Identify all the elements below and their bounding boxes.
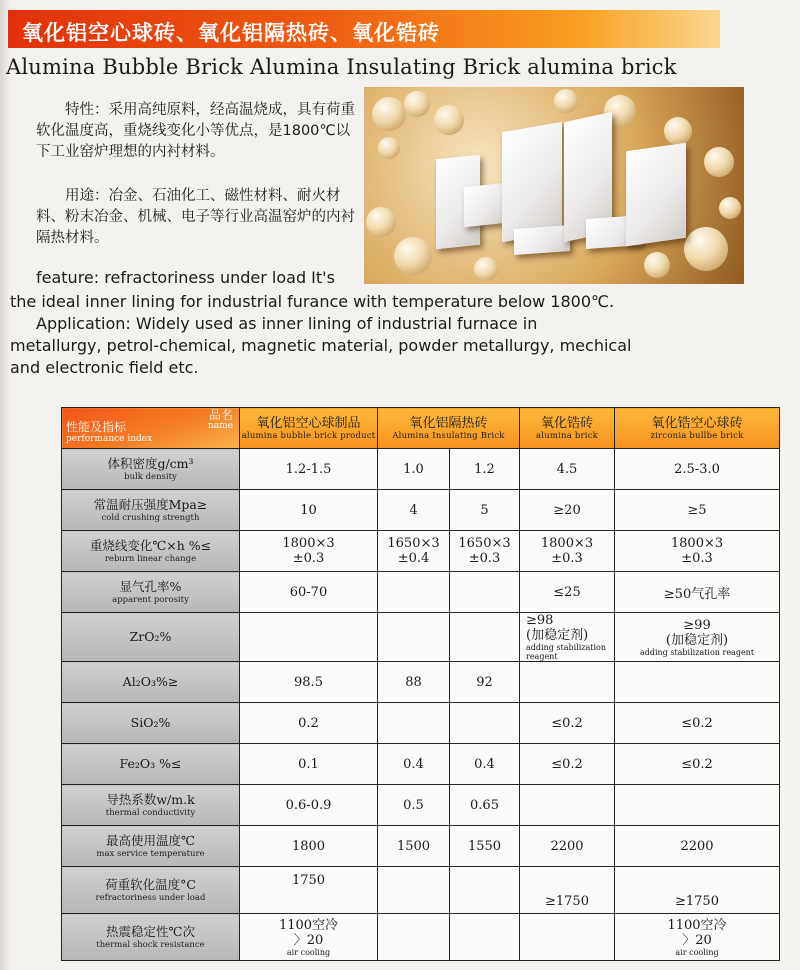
- cell: 1800×3 ±0.3: [240, 531, 378, 572]
- header-col-1: 氧化铝空心球制品 alumina bubble brick product: [240, 408, 378, 449]
- cell: ≥1750: [615, 867, 780, 914]
- row-label: 常温耐压强度Mpa≥: [93, 496, 208, 512]
- row-label: 体积密度g/cm³: [107, 455, 194, 471]
- cell: [520, 914, 615, 961]
- cell: 0.4: [378, 744, 450, 785]
- cell: 1500: [378, 826, 450, 867]
- en-line-1: feature: refractoriness under load It's: [36, 268, 335, 287]
- row-label: Al₂O₃%≥: [122, 674, 179, 689]
- cell: [450, 703, 520, 744]
- cell: [615, 785, 780, 826]
- cell: 4: [378, 490, 450, 531]
- table-row: 荷重软化温度°C refractoriness under load 1750 ≥1750 ≥1750: [62, 867, 780, 914]
- cell: ≤0.2: [520, 703, 615, 744]
- cell: 5: [450, 490, 520, 531]
- cell: 2.5-3.0: [615, 449, 780, 490]
- cell: 0.5: [378, 785, 450, 826]
- table-row: 重烧线变化℃×h %≤ reburn linear change 1800×3 ±0.3 1650×3 ±0.4 1650×3 ±0.3 1800×3 ±0.3 1800×3 ±0.3: [62, 531, 780, 572]
- cell: 2200: [520, 826, 615, 867]
- cell: 1.2-1.5: [240, 449, 378, 490]
- cell: 1650×3 ±0.4: [378, 531, 450, 572]
- cell: 0.1: [240, 744, 378, 785]
- photo-caption: [364, 87, 365, 88]
- table-header-row: [62, 408, 780, 449]
- cell: ≤25: [520, 572, 615, 613]
- cell: ≥5: [615, 490, 780, 531]
- cell: 92: [450, 662, 520, 703]
- cell: ≥99 (加稳定剂) adding stabilization reagent: [615, 613, 780, 662]
- product-photo: [364, 87, 744, 284]
- cell: 0.4: [450, 744, 520, 785]
- row-label: SiO₂%: [130, 715, 171, 730]
- en-line-5: and electronic field etc.: [10, 358, 199, 377]
- cell: 1750: [240, 867, 378, 914]
- cell: 0.2: [240, 703, 378, 744]
- cell: 1100空冷 〉20 air cooling: [240, 914, 378, 961]
- table-row: 常温耐压强度Mpa≥ cold crushing strength 10 4 5 ≥20 ≥5: [62, 490, 780, 531]
- header-col-4: 氧化锆空心球砖 zirconia bullbe brick: [615, 408, 780, 449]
- cn-feature-paragraph: 特性：采用高纯原料，经高温烧成，具有荷重软化温度高，重烧线变化小等优点，是1800℃以下工业窑炉理想的内衬材料。: [36, 102, 355, 160]
- page-spine-shadow: [0, 0, 10, 970]
- cell: 1550: [450, 826, 520, 867]
- cell: 2200: [615, 826, 780, 867]
- row-label: ZrO₂%: [129, 629, 172, 644]
- corner-index: 性能及指标 performance index: [66, 420, 153, 444]
- table-row: 导热系数w/m.k thermal conductivity 0.6-0.9 0.5 0.65: [62, 785, 780, 826]
- title-banner: [8, 10, 720, 48]
- cell: [240, 613, 378, 662]
- table-row: 最高使用温度℃ max service temperature 1800 1500 1550 2200 2200: [62, 826, 780, 867]
- cell: [450, 867, 520, 914]
- table-row: [62, 703, 780, 744]
- cell: ≤0.2: [615, 703, 780, 744]
- row-label: 重烧线变化℃×h %≤: [89, 537, 212, 553]
- table-row: 体积密度g/cm³ bulk density 1.2-1.5 1.0 1.2 4.5 2.5-3.0: [62, 449, 780, 490]
- cell: 4.5: [520, 449, 615, 490]
- cell: 1800×3 ±0.3: [520, 531, 615, 572]
- row-label: 最高使用温度℃: [106, 832, 195, 848]
- cell: ≥20: [520, 490, 615, 531]
- cell: ≥98 (加稳定剂) adding stabilization reagent: [520, 613, 615, 662]
- cell: ≥1750: [520, 867, 615, 914]
- cell: [520, 785, 615, 826]
- cell: [520, 662, 615, 703]
- row-label: Fe₂O₃ %≤: [119, 756, 182, 771]
- cell: 98.5: [240, 662, 378, 703]
- table-row: 热震稳定性℃次 thermal shock resistance 1100空冷 〉20 air cooling 1100空冷 〉20 air cooling: [62, 914, 780, 961]
- cell: ≤0.2: [520, 744, 615, 785]
- header-col-3: 氧化锆砖 alumina brick: [520, 408, 615, 449]
- english-title: Alumina Bubble Brick Alumina Insulating Brick alumina brick: [6, 55, 677, 79]
- cell: 1800: [240, 826, 378, 867]
- cell: ≤0.2: [615, 744, 780, 785]
- cell: [615, 662, 780, 703]
- row-label: 热震稳定性℃次: [106, 923, 195, 939]
- cell: 1800×3 ±0.3: [615, 531, 780, 572]
- corner-name: 品名 name: [207, 408, 233, 431]
- cell: 0.6-0.9: [240, 785, 378, 826]
- en-line-2: the ideal inner lining for industrial furance with temperature below 1800℃.: [10, 292, 615, 311]
- cell: [378, 703, 450, 744]
- cell: 0.65: [450, 785, 520, 826]
- cell: [450, 572, 520, 613]
- cell: 1.0: [378, 449, 450, 490]
- table-row: 显气孔率% apparent porosity 60-70 ≤25 ≥50气孔率: [62, 572, 780, 613]
- banner-title: 氧化铝空心球砖、氧化铝隔热砖、氧化锆砖: [22, 21, 440, 45]
- cell: ≥50气孔率: [615, 572, 780, 613]
- spec-table: [61, 407, 780, 961]
- cell: [450, 914, 520, 961]
- cell: 60-70: [240, 572, 378, 613]
- header-col-2: 氧化铝隔热砖 Alumina Insulating Brick: [378, 408, 520, 449]
- cell: 88: [378, 662, 450, 703]
- row-label: 荷重软化温度°C: [105, 876, 196, 892]
- table-row: [62, 662, 780, 703]
- cell: [450, 613, 520, 662]
- cell: 1100空冷 〉20 air cooling: [615, 914, 780, 961]
- row-label: 显气孔率%: [119, 578, 182, 594]
- cell: [378, 914, 450, 961]
- cell: [378, 572, 450, 613]
- en-line-4: metallurgy, petrol-chemical, magnetic material, powder metallurgy, mechical: [10, 336, 632, 355]
- cn-application-paragraph: 用途：冶金、石油化工、磁性材料、耐火材料、粉末冶金、机械、电子等行业高温窑炉的内衬隔热材料。: [36, 188, 355, 246]
- row-label: 导热系数w/m.k: [106, 791, 195, 807]
- table-corner-cell: [62, 408, 240, 449]
- cell: [378, 867, 450, 914]
- cell: 1.2: [450, 449, 520, 490]
- table-row: [62, 744, 780, 785]
- cell: 10: [240, 490, 378, 531]
- table-row: [62, 613, 780, 662]
- cell: 1650×3 ±0.3: [450, 531, 520, 572]
- en-line-3: Application: Widely used as inner lining of industrial furnace in: [36, 314, 538, 333]
- cell: [378, 613, 450, 662]
